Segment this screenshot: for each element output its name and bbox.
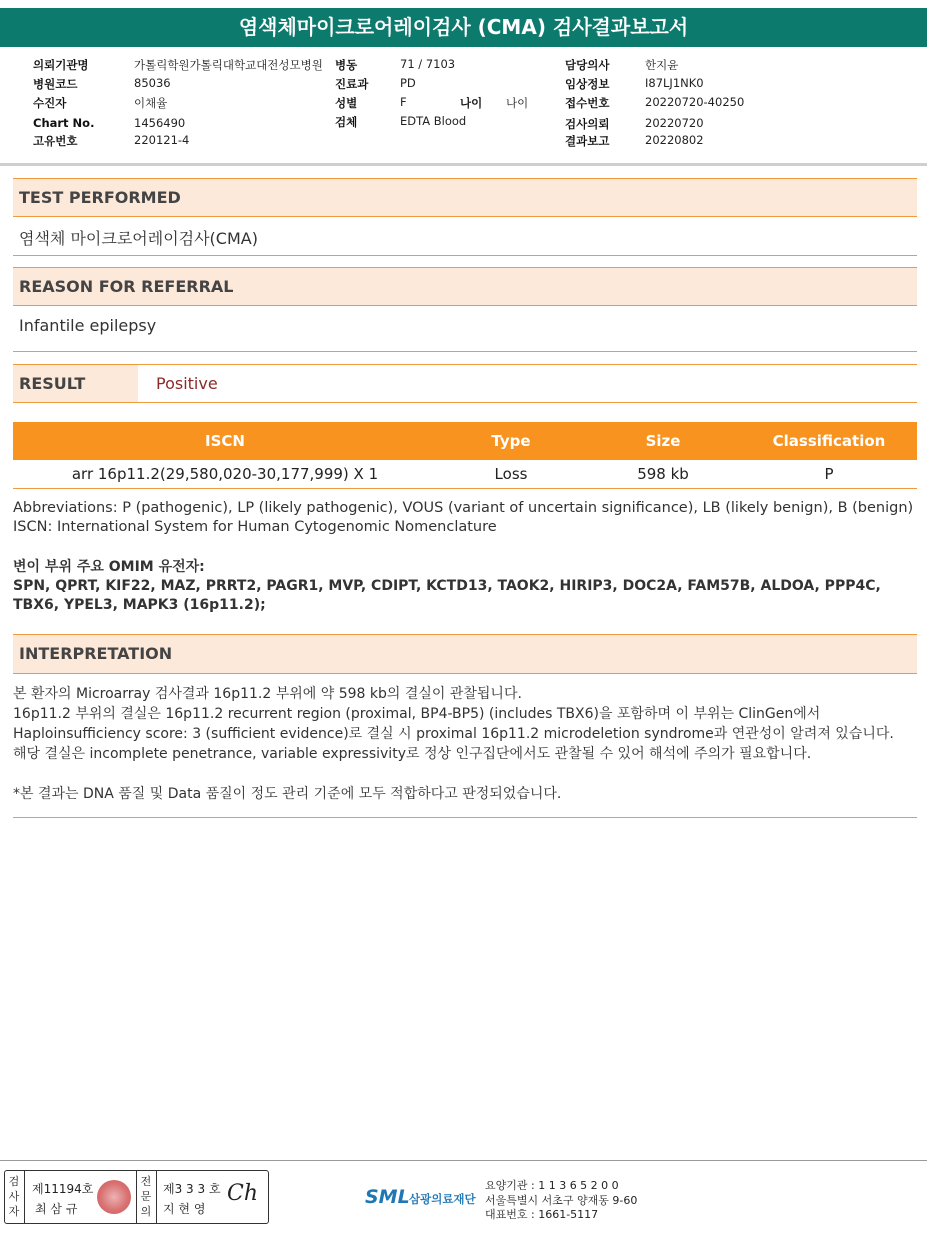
info-value: 1456490 [134,116,186,130]
info-label: 접수번호 [565,96,610,110]
info-label: 수진자 [33,96,67,110]
stamp-char: 문 [140,1190,152,1203]
stamp-char: 검 [8,1175,20,1188]
info-value: 한지윤 [645,58,679,72]
abbreviations [13,499,923,537]
sml-logo-mark: SML [365,1186,410,1208]
info-value: PD [400,76,416,90]
signature-image: Ch [227,1181,259,1206]
info-value: 20220802 [645,133,704,147]
info-value: 20220720-40250 [645,95,745,109]
interpretation-line: Haploinsufficiency score: 3 (sufficient evidence)로 결실 시 proximal 16p11.2 microdeletion syndrome과 연관성이 알려져 있습니다. [13,726,894,742]
signature-stamp [4,1170,269,1224]
license-number-1: 제11194호 [32,1182,94,1196]
cell-iscn: arr 16p11.2(29,580,020-30,177,999) X 1 [71,465,379,483]
info-value: 220121-4 [134,133,190,147]
reason-heading: REASON FOR REFERRAL [13,267,917,306]
license-number-2: 제3 3 3 호 [163,1182,221,1196]
examiner-name: 최 삼 규 [35,1202,78,1216]
info-label: Chart No. [33,116,95,130]
divider [13,255,917,256]
quality-note: *본 결과는 DNA 품질 및 Data 품질이 정도 관리 기준에 모두 적합하다고 판정되었습니다. [13,786,562,802]
info-label: 성별 [335,96,358,110]
result-table-header [13,422,917,460]
stamp-divider [156,1171,157,1223]
sml-logo [365,1176,485,1216]
info-value: 71 / 7103 [400,57,456,71]
specialist-name: 지 현 영 [163,1202,206,1216]
info-label: 검사의뢰 [565,117,610,131]
address-line: 대표번호 : 1661-5117 [485,1208,599,1221]
cell-classification: P [824,465,834,483]
omim-genes [13,558,923,615]
stamp-label-specialist [139,1174,153,1219]
official-seal [97,1180,131,1214]
divider [13,817,917,818]
col-header-iscn: ISCN [205,432,245,450]
address-line: 서울특별시 서초구 양재동 9-60 [485,1193,638,1207]
patient-info-block [0,55,927,162]
age-label: 나이 [460,96,483,110]
info-value: F [400,95,407,109]
info-label: 병동 [335,58,358,72]
report-title: 염색체마이크로어레이검사 (CMA) 검사결과보고서 [0,8,927,47]
stamp-char: 의 [140,1205,152,1218]
info-value: 85036 [134,76,171,90]
stamp-divider [24,1171,25,1223]
stamp-divider [136,1171,137,1223]
stamp-char: 사 [8,1190,20,1203]
info-label: 진료과 [335,77,369,91]
result-label: RESULT [13,365,138,402]
reason-value: Infantile epilepsy [19,316,157,335]
info-value: 가톨릭학원가톨릭대학교대전성모병원 [134,58,323,72]
result-row [13,364,917,403]
info-label: 고유번호 [33,134,78,148]
col-header-classification: Classification [772,432,886,450]
omim-gene-list: SPN, QPRT, KIF22, MAZ, PRRT2, PAGR1, MVP, CDIPT, KCTD13, TAOK2, HIRIP3, DOC2A, FAM57B, ALDOA, PPP4C, TBX6, YPEL3, MAPK3 (16p11.2); [13,578,881,613]
col-header-type: Type [491,432,531,450]
stamp-char: 전 [140,1175,152,1188]
organization-address [485,1179,637,1223]
cell-type: Loss [494,465,528,483]
col-header-size: Size [645,432,681,450]
test-performed-heading: TEST PERFORMED [13,178,917,217]
info-label: 병원코드 [33,77,78,91]
test-performed-value: 염색체 마이크로어레이검사(CMA) [19,229,258,248]
age-value: 나이 [506,96,529,110]
interpretation-line: 해당 결실은 incomplete penetrance, variable expressivity로 정상 인구집단에서도 관찰될 수 있어 해석에 주의가 필요합니다. [13,746,812,762]
info-value: 이채율 [134,96,168,110]
stamp-label-examiner [7,1174,21,1219]
footer-divider [0,1160,927,1161]
header-divider [0,163,927,166]
info-label: 의뢰기관명 [33,58,89,72]
table-row [13,460,917,489]
abbreviations-line: Abbreviations: P (pathogenic), LP (likely pathogenic), VOUS (variant of uncertain significance), LB (likely benign), B (benign) [13,500,914,516]
interpretation-text [13,684,923,804]
info-label: 결과보고 [565,134,610,148]
organization-name: 삼광의료재단 [409,1192,476,1206]
iscn-line: ISCN: International System for Human Cytogenomic Nomenclature [13,519,497,535]
stamp-char: 자 [8,1205,20,1218]
interpretation-heading: INTERPRETATION [13,635,917,674]
info-label: 검체 [335,115,358,129]
info-label: 담당의사 [565,58,610,72]
divider [13,351,917,352]
interpretation-line: 16p11.2 부위의 결실은 16p11.2 recurrent region (proximal, BP4-BP5) (includes TBX6)을 포함하며 이 부위는 ClinGen에서 [13,706,821,722]
interpretation-line: 본 환자의 Microarray 검사결과 16p11.2 부위에 약 598 kb의 결실이 관찰됩니다. [13,686,522,702]
info-value: EDTA Blood [400,114,467,128]
omim-heading: 변이 부위 주요 OMIM 유전자: [13,559,205,575]
cell-size: 598 kb [637,465,689,483]
info-value: 20220720 [645,116,704,130]
info-value: I87LJ1NK0 [645,76,704,90]
result-value: Positive [156,374,218,393]
address-line: 요양기관 : 1 1 3 6 5 2 0 0 [485,1179,619,1192]
info-label: 임상정보 [565,77,610,91]
